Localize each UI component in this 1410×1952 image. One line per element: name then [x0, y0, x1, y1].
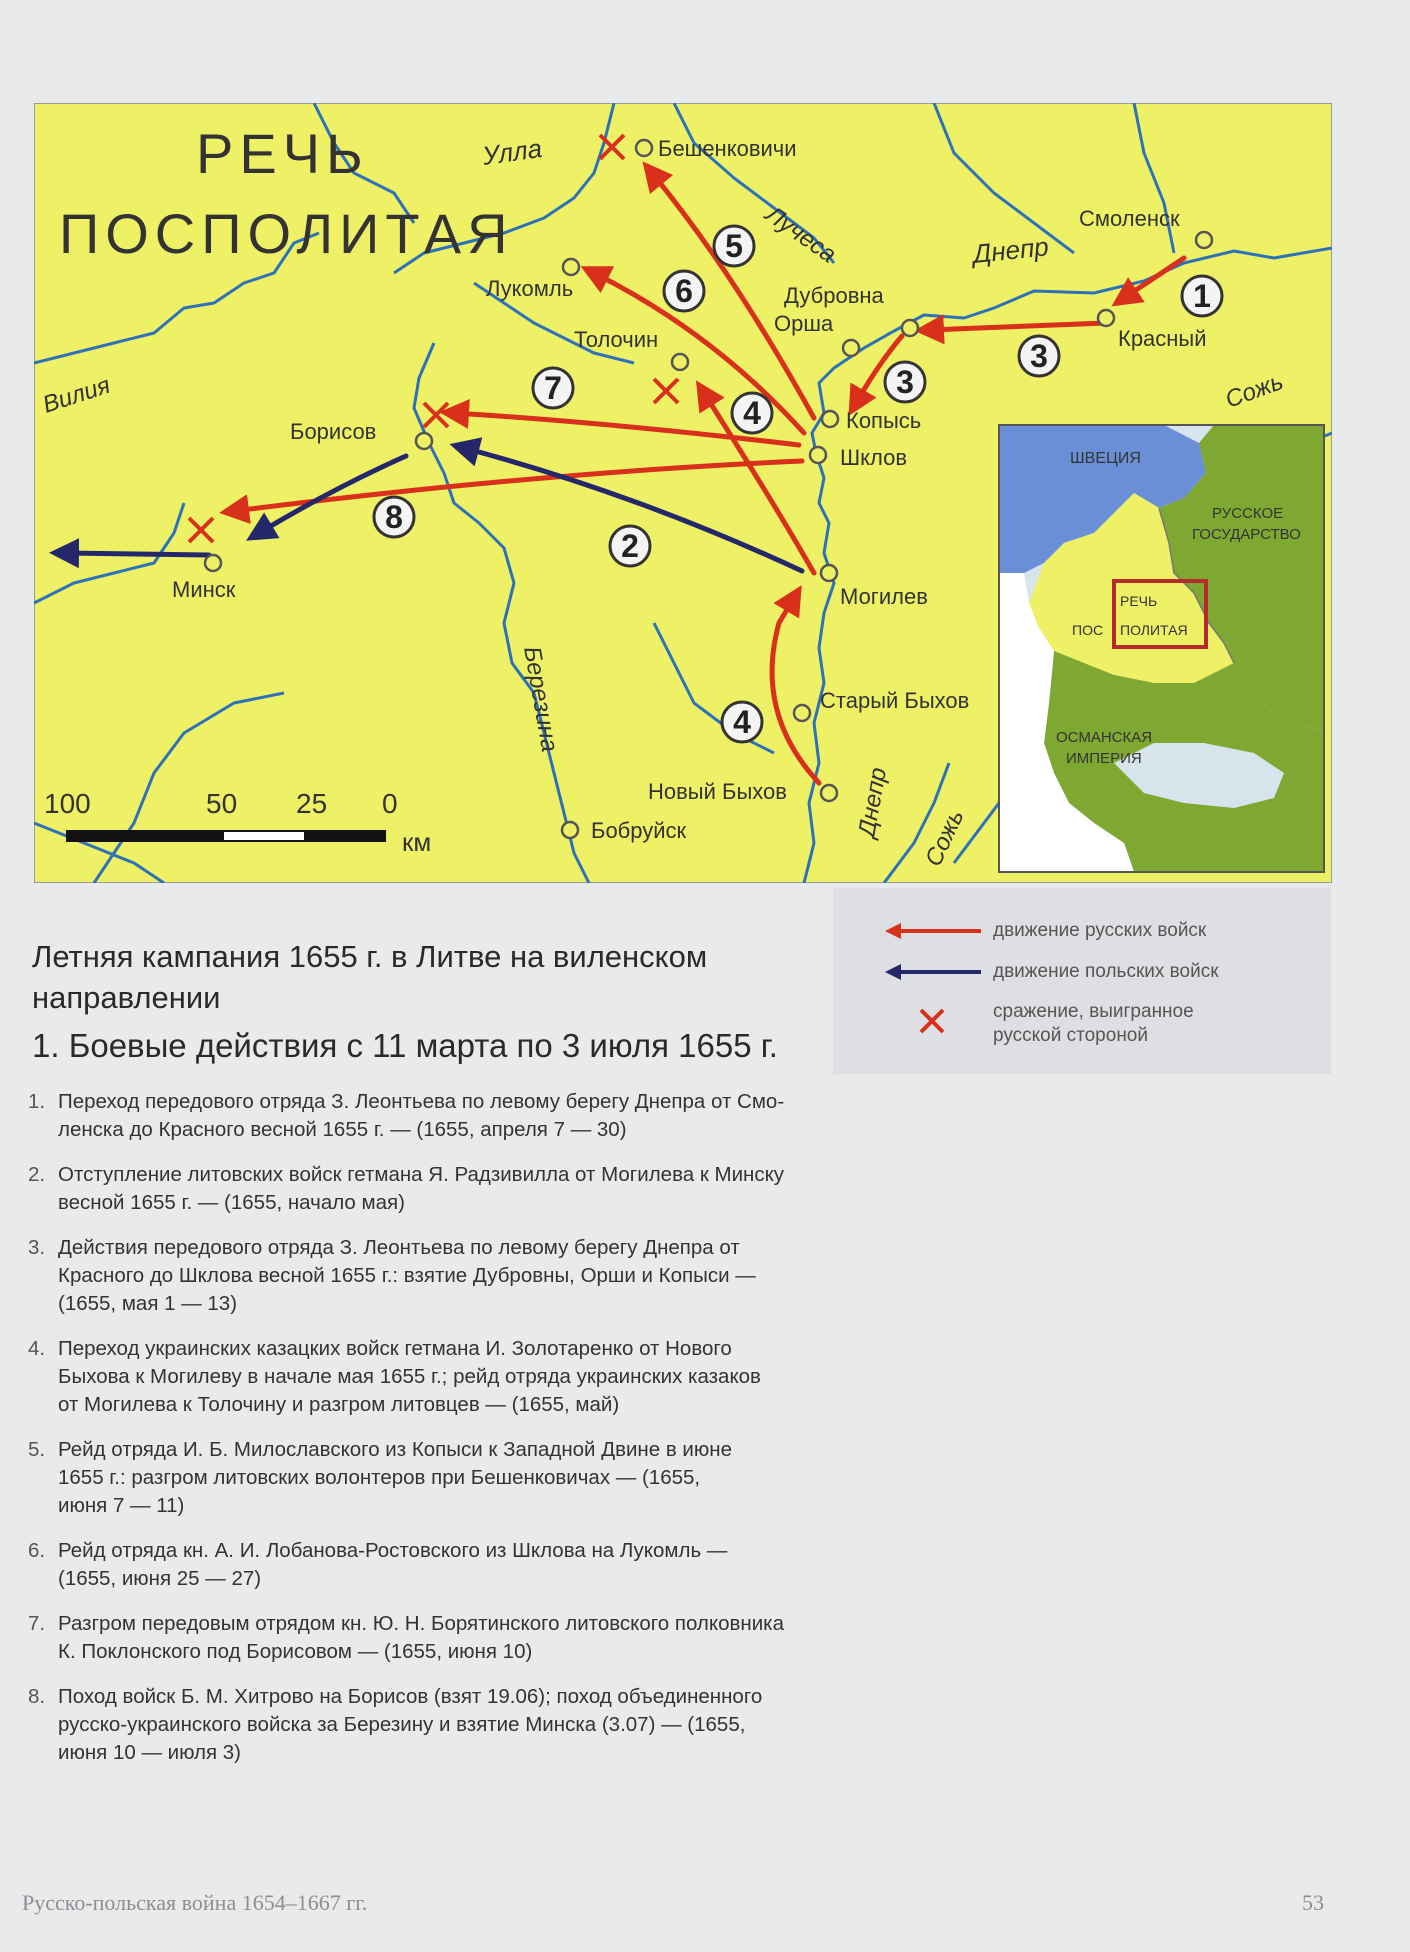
svg-text:км: км [402, 827, 432, 857]
campaign-map [34, 103, 1332, 883]
caption-subtitle: 1. Боевые действия с 11 марта по 3 июля 1655 г. [32, 1027, 778, 1064]
list-item: 7. Разгром передовым отрядом кн. Ю. Н. Борятинского литовского полковника К. Поклонского под Борисовом — (1655, июня 10) [28, 1612, 784, 1663]
river-label-viliya: Вилия [39, 371, 114, 419]
svg-text:3: 3 [896, 364, 914, 400]
map-caption [32, 936, 812, 1068]
list-item: 6. Рейд отряда кн. А. И. Лобанова-Ростовского из Шклова на Лукомль — (1655, июня 25 — 27) [28, 1539, 728, 1590]
svg-text:100: 100 [44, 788, 91, 819]
river-label-dnepr-top: Днепр [971, 231, 1051, 269]
river-label-luchesa: Лучеса [760, 200, 842, 269]
city-mogilev: Могилев [840, 584, 928, 609]
svg-text:50: 50 [206, 788, 238, 819]
legend-polish-label: движение польских войск [993, 961, 1219, 982]
inset-map [999, 425, 1324, 872]
legend-items-list [22, 1088, 802, 1784]
route-number [1019, 336, 1059, 376]
route-number [722, 702, 762, 742]
city-novy-bykhov: Новый Быхов [648, 779, 787, 804]
svg-text:25: 25 [296, 788, 328, 819]
caption-title-1: Летняя кампания 1655 г. в Литве на виленском [32, 939, 708, 974]
city-borisov: Борисов [290, 419, 377, 444]
legend-battle-label-2: русской стороной [993, 1025, 1148, 1046]
svg-text:5: 5 [725, 228, 743, 264]
city-kopys: Копысь [846, 408, 922, 433]
svg-text:ШВЕЦИЯ: ШВЕЦИЯ [1070, 450, 1141, 467]
city-dubrovna: Дубровна [784, 283, 884, 308]
svg-text:0: 0 [382, 788, 398, 819]
svg-text:7: 7 [544, 370, 562, 406]
svg-text:РЕЧЬ: РЕЧЬ [1120, 593, 1158, 609]
city-tolochin: Толочин [574, 327, 659, 352]
route-number [1182, 276, 1222, 316]
river-label-sozh-top: Сожь [1221, 367, 1287, 414]
list-item: 8. Поход войск Б. М. Хитрово на Борисов (взят 19.06); поход объединенного русско-украинского войска за Березину и взятие Минска (3.07) — (1655, июня 10 — июля 3) [28, 1685, 763, 1764]
svg-text:1: 1 [1193, 278, 1211, 314]
blue-arrow-icon [883, 957, 983, 987]
legend-russian [833, 916, 1331, 956]
route-number [664, 271, 704, 311]
list-item: 4. Переход украинских казацких войск гетмана И. Золотаренко от Нового Быхова к Могилеву в начале мая 1655 г.; рейд отряда украинских казаков от Могилева к Толочину и разгром литовцев — (1655, май) [28, 1337, 761, 1416]
svg-text:3: 3 [1030, 338, 1048, 374]
city-orsha: Орша [774, 311, 834, 336]
legend-battle-label-1: сражение, выигранное [993, 1001, 1194, 1022]
region-title-2: ПОСПОЛИТАЯ [59, 202, 514, 265]
city-krasny: Красный [1118, 326, 1207, 351]
river-label-berezina: Березина [518, 644, 564, 754]
route-number [610, 526, 650, 566]
river-label-ulla: Улла [480, 132, 544, 171]
route-number [714, 226, 754, 266]
svg-text:6: 6 [675, 273, 693, 309]
route-number [885, 362, 925, 402]
svg-text:ПОС: ПОС [1072, 622, 1104, 638]
svg-text:ОСМАНСКАЯ: ОСМАНСКАЯ [1056, 729, 1153, 746]
svg-text:ИМПЕРИЯ: ИМПЕРИЯ [1066, 750, 1142, 767]
city-stary-bykhov: Старый Быхов [820, 688, 970, 713]
svg-text:8: 8 [385, 499, 403, 535]
page-number: 53 [1302, 1890, 1324, 1915]
list-item: 1. Переход передового отряда З. Леонтьева по левому берегу Днепра от Смо- ленска до Красного весной 1655 г. — (1655, апреля 7 — 30) [28, 1090, 785, 1141]
city-minsk: Минск [172, 577, 236, 602]
city-shklov: Шклов [840, 445, 908, 470]
svg-text:4: 4 [743, 395, 761, 431]
map-legend [833, 888, 1331, 1074]
list-item: 5. Рейд отряда И. Б. Милославского из Копыси к Западной Двине в июне 1655 г.: разгром литовских волонтеров при Бешенковичах — (1655, июня 7 — 11) [28, 1438, 732, 1517]
svg-text:ГОСУДАРСТВО: ГОСУДАРСТВО [1192, 526, 1301, 543]
route-number [374, 497, 414, 537]
city-bobruisk: Бобруйск [591, 818, 687, 843]
river-label-dnepr-bottom: Днепр [853, 765, 893, 840]
route-minsk-west [64, 553, 209, 555]
route-number [533, 368, 573, 408]
list-item: 3. Действия передового отряда З. Леонтьева по левому берегу Днепра от Красного до Шклова весной 1655 г.: взятие Дубровны, Орши и Копыси — (1655, мая 1 — 13) [28, 1236, 756, 1315]
caption-title-2: направлении [32, 980, 221, 1015]
route-number [732, 393, 772, 433]
river-label-sozh-bottom: Сожь [919, 805, 970, 871]
list-item: 2. Отступление литовских войск гетмана Я. Радзивилла от Могилева к Минску весной 1655 г. — (1655, начало мая) [28, 1163, 785, 1214]
svg-text:РУССКОЕ: РУССКОЕ [1212, 505, 1284, 522]
legend-russian-label: движение русских войск [993, 920, 1207, 941]
svg-text:ПОЛИТАЯ: ПОЛИТАЯ [1120, 622, 1188, 638]
region-title-1: РЕЧЬ [196, 122, 369, 185]
legend-battle [833, 1000, 1331, 1060]
battle-cross-icon [883, 1006, 983, 1036]
red-arrow-icon [883, 916, 983, 946]
book-title: Русско-польская война 1654–1667 гг. [22, 1890, 368, 1915]
city-smolensk: Смоленск [1079, 206, 1180, 231]
city-lukoml: Лукомль [486, 276, 574, 301]
svg-text:4: 4 [733, 704, 751, 740]
svg-text:2: 2 [621, 528, 639, 564]
legend-polish [833, 957, 1331, 997]
city-beshenkovichi: Бешенковичи [658, 136, 797, 161]
